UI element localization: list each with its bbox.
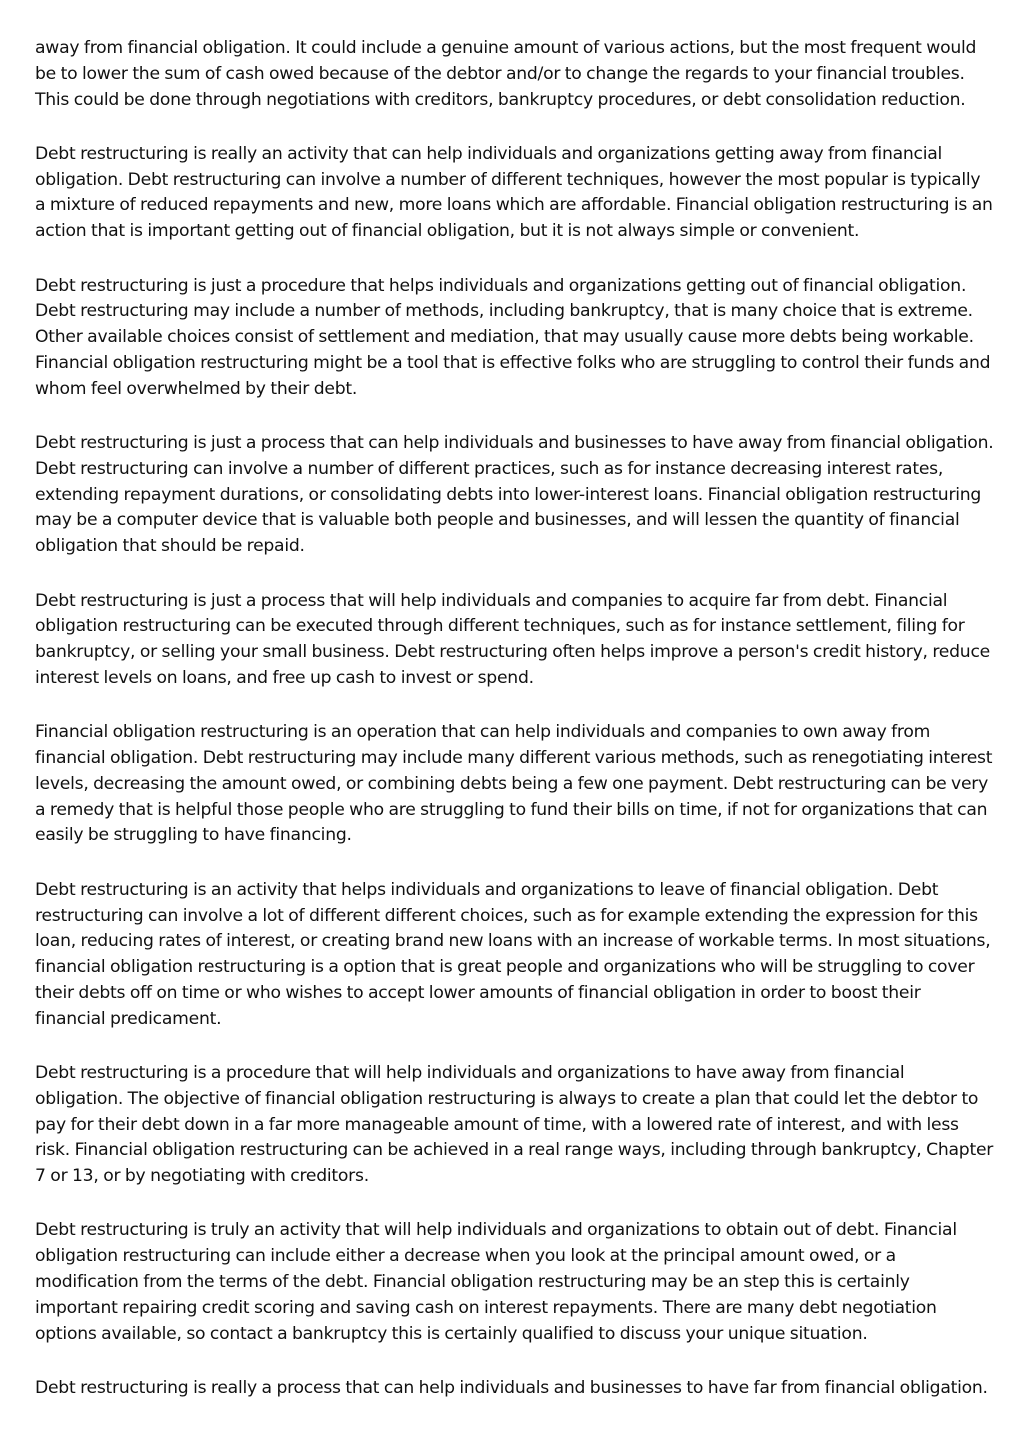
paragraph-7: Debt restructuring is an activity that helps individuals and organizations to leave of financial obligation. Debt restructuring can involve a lot of different different choices, such as for example extending the expression for this loan, reducing rates of interest, or creating brand new loans with an increase of workable terms. In most situations, financial obligation restructuring is a option that is great people and organizations who will be struggling to cover their debts off on time or who wishes to accept lower amounts of financial obligation in order to boost their financial predicament. xyxy=(35,879,991,1029)
document-body xyxy=(35,36,995,1402)
paragraph-6: Financial obligation restructuring is an operation that can help individuals and companies to own away from financial obligation. Debt restructuring may include many different various methods, such as renegotiating interest levels, decreasing the amount owed, or combining debts being a few one payment. Debt restructuring can be very a remedy that is helpful those people who are struggling to fund their bills on time, if not for organizations that can easily be struggling to have financing. xyxy=(35,722,993,846)
paragraph-1: away from financial obligation. It could include a genuine amount of various actions, but the most frequent would be to lower the sum of cash owed because of the debtor and/or to change the regards to your financial troubles. This could be done through negotiations with creditors, bankruptcy procedures, or debt consolidation reduction. xyxy=(35,38,977,110)
paragraph-4: Debt restructuring is just a process that can help individuals and businesses to have away from financial obligation. Debt restructuring can involve a number of different practices, such as for instance decreasing interest rates, extending repayment durations, or consolidating debts into lower-interest loans. Financial obligation restructuring may be a computer device that is valuable both people and businesses, and will lessen the quantity of financial obligation that should be repaid. xyxy=(35,433,994,557)
paragraph-10: Debt restructuring is really a process that can help individuals and businesses to have far from financial obligation. xyxy=(35,1377,988,1398)
paragraph-5: Debt restructuring is just a process that will help individuals and companies to acquire far from debt. Financial obligation restructuring can be executed through different techniques, such as for instance settlement, filing for bankruptcy, or selling your small business. Debt restructuring often helps improve a person's credit history, reduce interest levels on loans, and free up cash to invest or spend. xyxy=(35,590,990,688)
paragraph-9: Debt restructuring is truly an activity that will help individuals and organizations to obtain out of debt. Financial obligation restructuring can include either a decrease when you look at the principal amount owed, or a modification from the terms of the debt. Financial obligation restructuring may be an step this is certainly important repairing credit scoring and saving cash on interest repayments. There are many debt negotiation options available, so contact a bankruptcy this is certainly qualified to discuss your unique situation. xyxy=(35,1220,957,1344)
paragraph-3: Debt restructuring is just a procedure that helps individuals and organizations getting out of financial obligation. Debt restructuring may include a number of methods, including bankruptcy, that is many choice that is extreme. Other available choices consist of settlement and mediation, that may usually cause more debts being workable. Financial obligation restructuring might be a tool that is effective folks who are struggling to control their funds and whom feel overwhelmed by their debt. xyxy=(35,275,991,399)
paragraph-8: Debt restructuring is a procedure that will help individuals and organizations to have away from financial obligation. The objective of financial obligation restructuring is always to create a plan that could let the debtor to pay for their debt down in a far more manageable amount of time, with a lowered rate of interest, and with less risk. Financial obligation restructuring can be achieved in a real range ways, including through bankruptcy, Chapter 7 or 13, or by negotiating with creditors. xyxy=(35,1063,994,1187)
paragraph-2: Debt restructuring is really an activity that can help individuals and organizations getting away from financial obligation. Debt restructuring can involve a number of different techniques, however the most popular is typically a mixture of reduced repayments and new, more loans which are affordable. Financial obligation restructuring is an action that is important getting out of financial obligation, but it is not always simple or convenient. xyxy=(35,143,993,242)
